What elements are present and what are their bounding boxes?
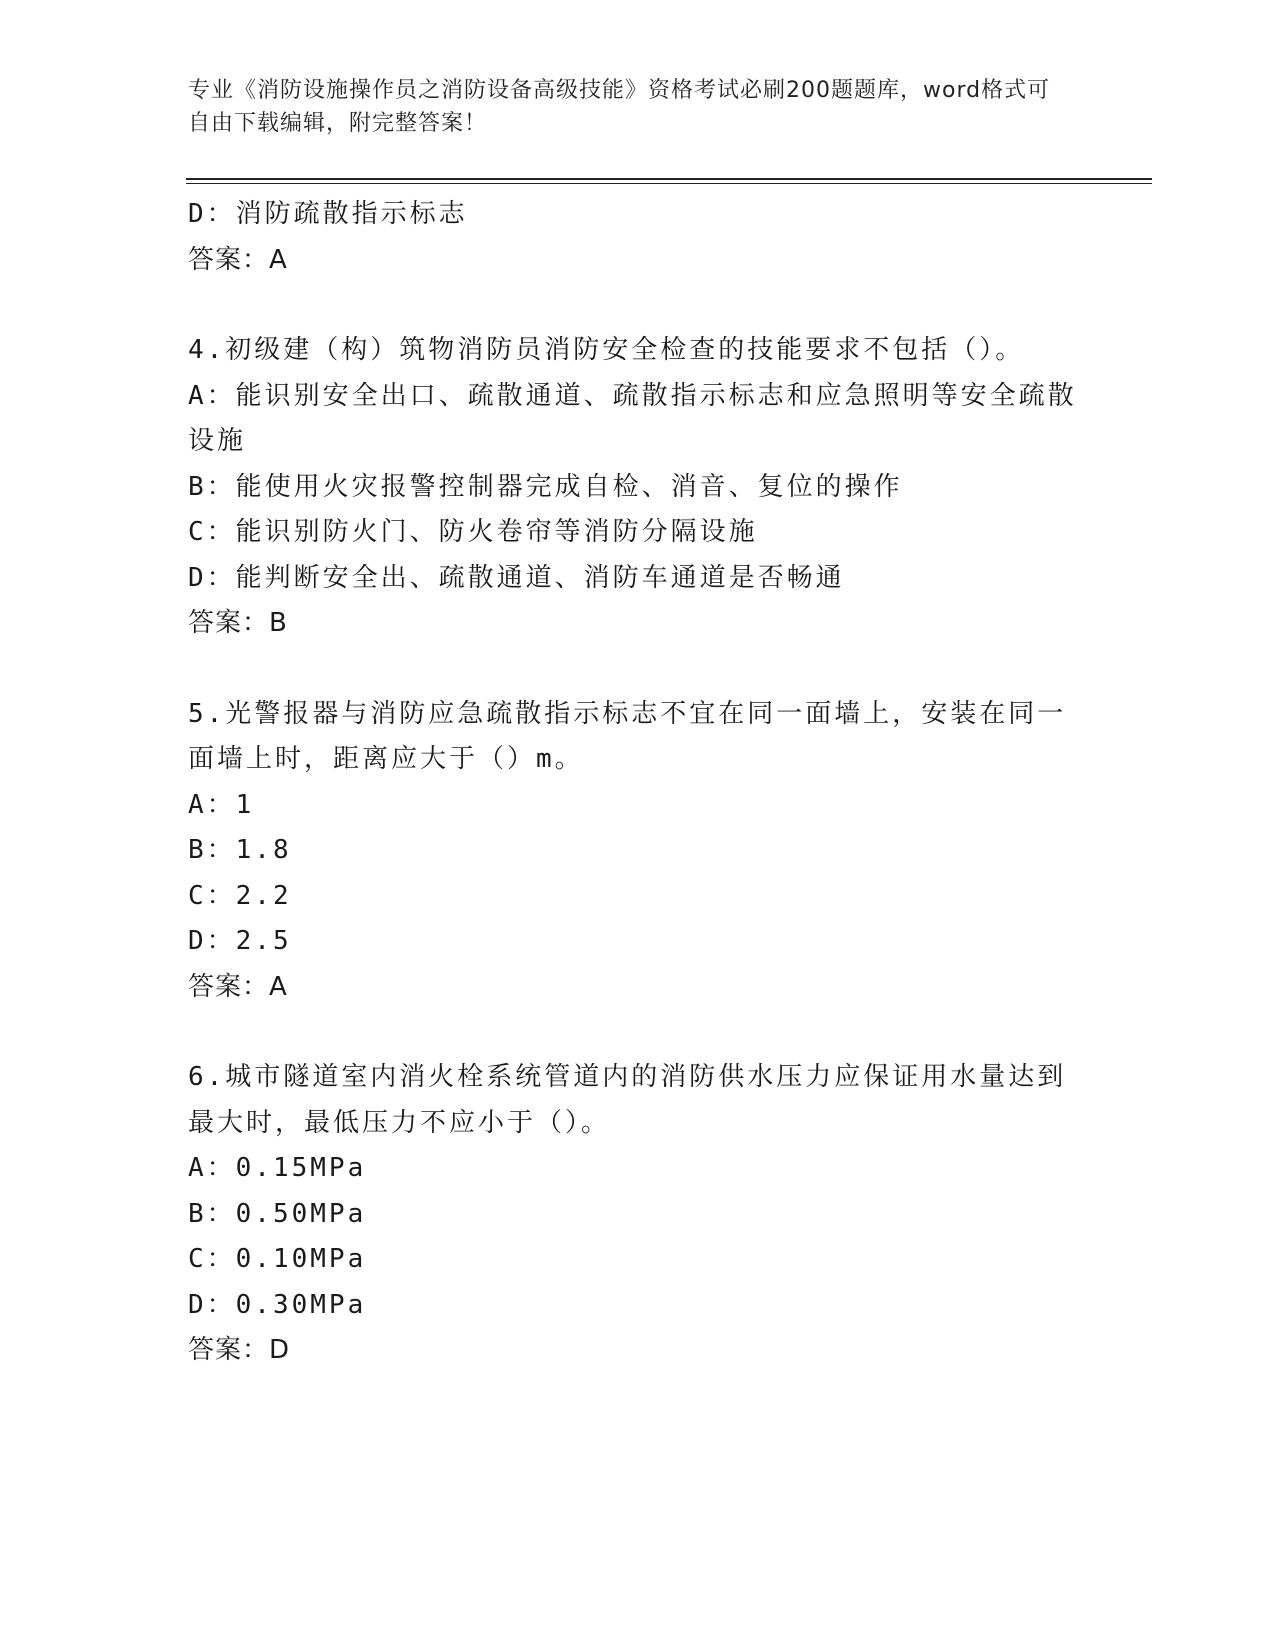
option-d: D：消防疏散指示标志 [188,199,468,229]
spacer [188,647,1088,692]
spacer [188,1010,1088,1055]
document-header: 专业《消防设施操作员之消防设备高级技能》资格考试必刷200题题库，word格式可自由下载编辑，附完整答案！ [188,78,1051,136]
option-d: D：2.5 [188,926,292,956]
option-a: A：能识别安全出口、疏散通道、疏散指示标志和应急照明等安全疏散设施 [188,380,1077,456]
option-d: D：0.30MPa [188,1289,367,1320]
previous-question-tail [188,192,1088,283]
question-stem: 4.初级建（构）筑物消防员消防安全检查的技能要求不包括（）。 [188,335,1025,365]
option-a: A：0.15MPa [188,1153,367,1183]
option-b: B：1.8 [188,835,292,865]
spacer [188,283,1088,328]
option-c: C：0.10MPa [188,1244,367,1274]
header-rule-thick [186,178,1152,180]
question-6 [188,1055,1088,1374]
question-stem: 6.城市隧道室内消火栓系统管道内的消防供水压力应保证用水量达到最大时，最低压力不应小于（）。 [188,1062,1067,1138]
header-rule-thin [186,183,1152,184]
option-c: C：2.2 [188,880,292,911]
option-a: A：1 [188,789,255,820]
answer-line: 答案：B [188,608,288,638]
answer-line: 答案：A [188,244,288,275]
option-c: C：能识别防火门、防火卷帘等消防分隔设施 [188,517,758,547]
option-b: B：0.50MPa [188,1198,367,1229]
question-stem: 5.光警报器与消防应急疏散指示标志不宜在同一面墙上，安装在同一面墙上时，距离应大于（）m。 [188,698,1067,774]
question-4 [188,328,1088,647]
question-content [188,192,1088,1374]
option-d: D：能判断安全出、疏散通道、消防车通道是否畅通 [188,562,845,593]
answer-line: 答案：D [188,1335,291,1365]
question-5 [188,692,1088,1011]
answer-line: 答案：A [188,971,288,1002]
option-b: B：能使用火灾报警控制器完成自检、消音、复位的操作 [188,471,903,502]
